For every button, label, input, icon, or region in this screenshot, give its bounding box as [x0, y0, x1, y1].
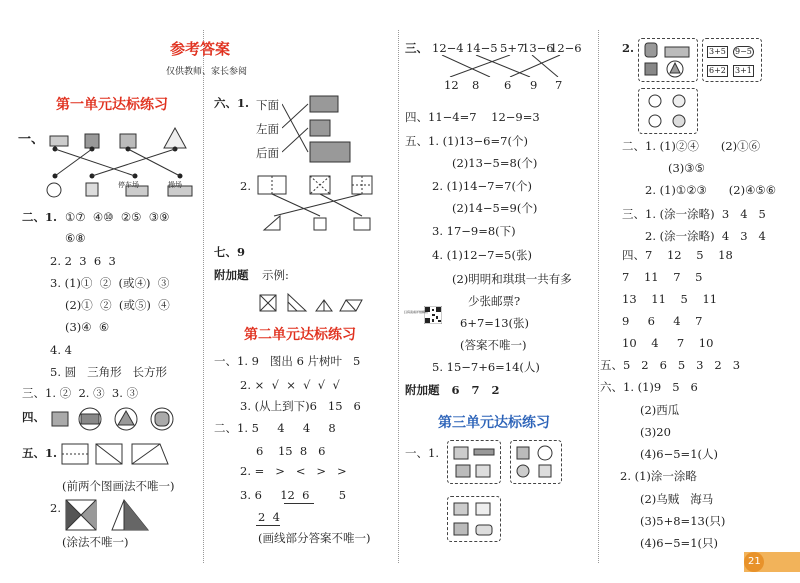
word-playground: 操场 — [168, 181, 182, 189]
u1-q2-2: 2. 2 3 6 3 — [50, 254, 116, 268]
c3-q5-2b: (2)14−5=9(个) — [452, 201, 538, 215]
expr-top-1: 14−5 — [466, 41, 498, 55]
c4-q3-1: 三、1. (涂一涂略) 3 4 5 — [622, 207, 766, 221]
expr-top-3: 13−6 — [522, 41, 554, 55]
ans-bottom-1: 8 — [472, 78, 480, 92]
expr-0: 3+5 — [709, 47, 726, 56]
ans-bottom-0: 12 — [444, 78, 459, 92]
c4-q6-2b: (2)乌贼 海马 — [640, 492, 714, 506]
u1-q5-label: 五、1. — [22, 446, 58, 460]
circles-box — [638, 88, 698, 134]
u1-q4-label: 四、 — [22, 410, 45, 424]
c2-q6-2: 2. — [240, 179, 251, 193]
c3-q5-2a: 2. (1)14−7=7(个) — [432, 179, 532, 193]
u1-q2-3c: (3)④ ⑥ — [65, 320, 110, 334]
u1-q2-1a: ①⑦ ④⑩ ②⑤ ③⑨ — [65, 210, 170, 224]
c2-bonus-text: 示例: — [262, 268, 289, 282]
c4-q6-1b: (2)西瓜 — [640, 403, 680, 417]
view-matching — [282, 94, 354, 164]
c2-q6-label: 六、1. — [214, 96, 250, 110]
expr-1: 9−5 — [735, 47, 752, 56]
c3-q5-5: 5. 15−7+6=14(人) — [432, 360, 540, 374]
c4-q4-row1: 7 11 7 5 — [622, 270, 703, 284]
c3-bonus: 附加题 6 7 2 — [405, 383, 500, 397]
column-divider — [398, 30, 399, 563]
group-box-1 — [447, 440, 501, 484]
u2-q2-3b: 2 4 — [258, 510, 280, 524]
group-box-3 — [447, 496, 501, 542]
c4-q4-row0: 四、7 12 5 18 — [622, 248, 733, 262]
c4-q6-1d: (4)6−5=1(人) — [640, 447, 718, 461]
u2-q2-1b: 6 15 8 6 — [256, 444, 326, 458]
u3-q1: 一、1. — [405, 446, 439, 460]
page-subtitle: 仅供教师、家长参阅 — [166, 67, 248, 77]
c4-q2-1: 二、1. (1)②④ (2)①⑥ — [622, 139, 761, 153]
view-label-left: 左面 — [256, 122, 279, 136]
u1-q2-3a: 3. (1)① ② (或④) ③ — [50, 276, 170, 290]
c3-q5-4c: 少张邮票? — [468, 294, 521, 308]
c4-q6-2: 2. (1)涂一涂略 — [620, 469, 697, 483]
c4-q3-2: 2. (涂一涂略) 4 3 4 — [645, 229, 766, 243]
unit3-title: 第三单元达标练习 — [438, 415, 550, 431]
divided-shapes — [60, 442, 170, 466]
page-title: 参考答案 — [170, 40, 231, 58]
expr-top-4: 12−6 — [550, 41, 582, 55]
shaded-shapes — [64, 498, 154, 532]
u1-q1-label: 一、 — [18, 132, 45, 147]
c3-q5-4a: 4. (1)12−7=5(张) — [432, 248, 532, 262]
c3-q5-3: 3. 17−9=8(下) — [432, 224, 516, 238]
c3-q3-label: 三、 — [405, 41, 428, 55]
column-divider — [598, 30, 599, 563]
bonus-shapes — [256, 292, 386, 314]
group-box-2 — [510, 440, 562, 484]
c4-q6-1: 六、1. (1)9 5 6 — [600, 380, 698, 394]
u1-q5-2: 2. — [50, 501, 61, 515]
u1-q5-note1: (前两个图画法不唯一) — [62, 479, 175, 493]
u2-q1-2: 2. × √ × √ √ √ — [240, 378, 340, 392]
c4-q4-row3: 9 6 4 7 — [622, 314, 703, 328]
u1-q2-4: 4. 4 — [50, 343, 72, 357]
c4-q2-1b: (3)③⑤ — [668, 161, 705, 175]
u2-q1-3: 3. (从上到下)6 15 6 — [240, 399, 361, 413]
match-lines — [430, 55, 580, 77]
fold-matching — [254, 172, 384, 232]
u2-q1-1: 一、1. 9 图出 6 片树叶 5 — [214, 354, 361, 368]
qr-caption: 扫码查看详细解析 — [404, 310, 429, 314]
c4-q4-row2: 13 11 5 11 — [622, 292, 718, 306]
u1-q3: 三、1. ② 2. ③ 3. ③ — [22, 386, 139, 400]
c4-q6-2c: (3)5+8=13(只) — [640, 514, 726, 528]
c2-q7: 七、9 — [214, 245, 246, 259]
expr-3: 3+1 — [735, 66, 752, 75]
unit1-title: 第一单元达标练习 — [56, 97, 168, 113]
shapes-3d-icons — [48, 406, 178, 432]
column-divider — [203, 30, 204, 563]
c4-q4-row4: 10 4 7 10 — [622, 336, 714, 350]
expr-top-2: 5+7 — [500, 41, 525, 55]
qr-code[interactable] — [424, 306, 442, 324]
word-parking: 停车场 — [118, 181, 139, 189]
view-label-bottom: 下面 — [256, 98, 279, 112]
page-number: 21 — [748, 556, 761, 567]
unit2-title: 第二单元达标练习 — [244, 327, 356, 343]
u2-note: (画线部分答案不唯一) — [258, 531, 371, 545]
c4-q6-1c: (3)20 — [640, 425, 671, 439]
c3-q5-4e: (答案不唯一) — [460, 338, 527, 352]
view-label-back: 后面 — [256, 146, 279, 160]
c4-q5: 五、5 2 6 5 3 2 3 — [600, 358, 741, 372]
underline-mark — [256, 525, 280, 526]
u2-q2-1: 二、1. 5 4 4 8 — [214, 421, 336, 435]
u1-q5-note2: (涂法不唯一) — [62, 535, 129, 549]
u1-q2-3b: (2)① ② (或⑤) ④ — [65, 298, 170, 312]
c4-q1-2: 2. — [622, 41, 635, 55]
ans-bottom-4: 7 — [555, 78, 563, 92]
c3-q5-1b: (2)13−5=8(个) — [452, 156, 538, 170]
u1-q2-5: 5. 圆 三角形 长方形 — [50, 365, 168, 379]
c3-q5-1a: 五、1. (1)13−6=7(个) — [405, 134, 528, 148]
u2-q2-2: 2. = > < > > — [240, 464, 347, 478]
c3-q5-4d: 6+7=13(张) — [460, 316, 530, 330]
c3-q4: 四、11−4=7 12−9=3 — [405, 110, 540, 124]
solids-box — [638, 38, 698, 82]
ans-bottom-2: 6 — [504, 78, 512, 92]
expressions-box — [702, 38, 762, 82]
c2-bonus-label: 附加题 — [214, 268, 249, 282]
expr-top-0: 12−4 — [432, 41, 464, 55]
c4-q6-2d: (4)6−5=1(只) — [640, 536, 718, 550]
underline-mark — [284, 503, 314, 504]
c4-q2-2: 2. (1)①②③ (2)④⑤⑥ — [645, 183, 776, 197]
u2-q2-3: 3. 6 12 6 5 — [240, 488, 347, 502]
matching-diagram — [40, 122, 200, 202]
expr-2: 6+2 — [709, 66, 726, 75]
c3-q5-4b: (2)明明和琪琪一共有多 — [452, 272, 572, 286]
ans-bottom-3: 9 — [530, 78, 538, 92]
u1-q2-label: 二、1. — [22, 210, 58, 224]
u1-q2-1b: ⑥⑧ — [65, 231, 86, 245]
